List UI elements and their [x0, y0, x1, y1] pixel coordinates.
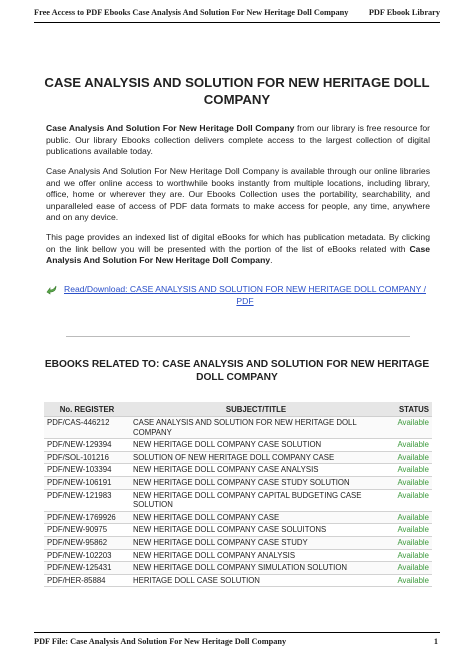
register-cell: PDF/NEW-121983: [44, 489, 130, 511]
status-cell: Available: [382, 524, 432, 537]
register-cell: PDF/CAS-446212: [44, 417, 130, 439]
title-cell: NEW HERITAGE DOLL COMPANY CASE ANALYSIS: [130, 464, 382, 477]
table-row: [44, 536, 432, 549]
status-cell: Available: [382, 562, 432, 575]
related-ebooks-heading: EBOOKS RELATED TO: CASE ANALYSIS AND SOLUTION FOR NEW HERITAGE DOLL COMPANY: [44, 359, 430, 383]
status-cell: Available: [382, 549, 432, 562]
intro-paragraph-3: [46, 232, 430, 267]
col-header-status: STATUS: [382, 402, 432, 417]
status-cell: Available: [382, 464, 432, 477]
table-header-row: [44, 402, 432, 417]
title-cell: NEW HERITAGE DOLL COMPANY SIMULATION SOLUTION: [130, 562, 382, 575]
register-cell: PDF/NEW-90975: [44, 524, 130, 537]
title-cell: NEW HERITAGE DOLL COMPANY CASE: [130, 511, 382, 524]
header-library-name: PDF Ebook Library: [368, 8, 440, 17]
register-cell: PDF/NEW-106191: [44, 476, 130, 489]
download-row: [46, 284, 430, 307]
ebooks-table: [44, 402, 432, 587]
page-title: CASE ANALYSIS AND SOLUTION FOR NEW HERITAGE DOLL COMPANY: [44, 75, 430, 107]
footer-page-number: 1: [433, 637, 438, 646]
download-arrow-icon[interactable]: [46, 285, 58, 299]
register-cell: PDF/NEW-102203: [44, 549, 130, 562]
status-cell: Available: [382, 417, 432, 439]
table-row: [44, 524, 432, 537]
page-header: [34, 8, 440, 17]
table-row: [44, 464, 432, 477]
title-cell: NEW HERITAGE DOLL COMPANY CAPITAL BUDGETING CASE SOLUTION: [130, 489, 382, 511]
download-link[interactable]: Read/Download: CASE ANALYSIS AND SOLUTION FOR NEW HERITAGE DOLL COMPANY / PDF: [64, 284, 426, 306]
title-cell: NEW HERITAGE DOLL COMPANY ANALYSIS: [130, 549, 382, 562]
status-cell: Available: [382, 574, 432, 587]
register-cell: PDF/NEW-95862: [44, 536, 130, 549]
table-row: [44, 476, 432, 489]
table-row: [44, 511, 432, 524]
title-cell: NEW HERITAGE DOLL COMPANY CASE SOLUTION: [130, 439, 382, 452]
intro-text-1: from our library is free resource for public. Our library Ebooks collection delivers complete access to the largest collection of digital publications available today.: [46, 123, 430, 157]
intro-bold-title: Case Analysis And Solution For New Heritage Doll Company: [46, 123, 295, 133]
col-header-title: SUBJECT/TITLE: [130, 402, 382, 417]
table-row: [44, 549, 432, 562]
status-cell: Available: [382, 451, 432, 464]
status-cell: Available: [382, 476, 432, 489]
title-cell: NEW HERITAGE DOLL COMPANY CASE SOLUITONS: [130, 524, 382, 537]
intro-text-3-end: .: [270, 255, 273, 266]
intro-text-3: This page provides an indexed list of digital eBooks for which has publication metadata. By clicking on the link bellow you will be presented with the portion of the list of eBooks related with: [46, 232, 430, 254]
intro-bold-title-2: Case Analysis And Solution For New Heritage Doll Company: [46, 243, 430, 266]
register-cell: PDF/SOL-101216: [44, 451, 130, 464]
table-row: [44, 489, 432, 511]
status-cell: Available: [382, 536, 432, 549]
title-cell: SOLUTION OF NEW HERITAGE DOLL COMPANY CASE: [130, 451, 382, 464]
title-cell: HERITAGE DOLL CASE SOLUTION: [130, 574, 382, 587]
register-cell: PDF/NEW-129394: [44, 439, 130, 452]
section-divider: [66, 336, 410, 337]
title-cell: NEW HERITAGE DOLL COMPANY CASE STUDY SOLUTION: [130, 476, 382, 489]
header-rule: [34, 22, 440, 23]
title-cell: CASE ANALYSIS AND SOLUTION FOR NEW HERITAGE DOLL COMPANY: [130, 417, 382, 439]
footer-rule: [34, 632, 440, 633]
header-title: Free Access to PDF Ebooks Case Analysis And Solution For New Heritage Doll Company: [34, 8, 349, 17]
table-row: [44, 574, 432, 587]
footer-file-label: PDF File: Case Analysis And Solution For New Heritage Doll Company: [34, 637, 287, 646]
col-header-register: No. REGISTER: [44, 402, 130, 417]
register-cell: PDF/NEW-125431: [44, 562, 130, 575]
intro-paragraph-1: [46, 123, 430, 158]
status-cell: Available: [382, 511, 432, 524]
register-cell: PDF/NEW-1769926: [44, 511, 130, 524]
table-row: [44, 451, 432, 464]
table-row: [44, 439, 432, 452]
status-cell: Available: [382, 439, 432, 452]
status-cell: Available: [382, 489, 432, 511]
table-row: [44, 562, 432, 575]
page-footer: [34, 637, 438, 646]
title-cell: NEW HERITAGE DOLL COMPANY CASE STUDY: [130, 536, 382, 549]
intro-paragraph-2: Case Analysis And Solution For New Heritage Doll Company is available through our online libraries and we offer online access to worthwhile books instantly from multiple locations, including library, office, home or wherever they are. Our Ebooks Collection uses the portability, searchability, and unparalleled ease of access of PDF data formats to make access for people, any time, anywhere and on any device.: [46, 166, 430, 223]
table-row: [44, 417, 432, 439]
register-cell: PDF/NEW-103394: [44, 464, 130, 477]
register-cell: PDF/HER-85884: [44, 574, 130, 587]
